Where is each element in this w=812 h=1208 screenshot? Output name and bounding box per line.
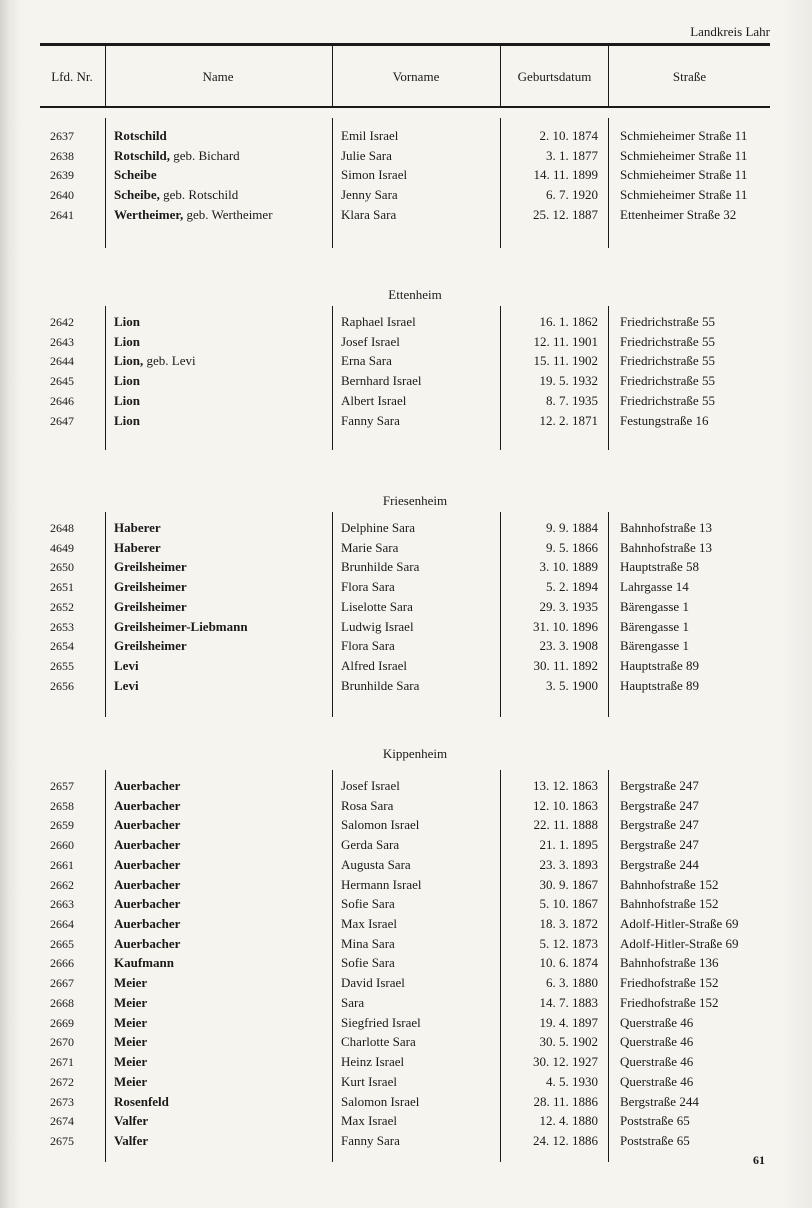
birth-name: geb. Wertheimer (183, 206, 273, 222)
surname: Meier (114, 975, 148, 991)
surname: Rotschild (114, 128, 167, 143)
cell-strasse: Poststraße 65 (620, 1132, 690, 1148)
cell-name (114, 953, 174, 973)
surname: Levi (114, 658, 139, 674)
cell-name (114, 815, 180, 835)
surname: Rosenfeld (114, 1093, 169, 1109)
cell-geburtsdatum: 3. 1. 1877 (546, 147, 598, 163)
cell-name (114, 371, 140, 391)
cell-vorname: Delphine Sara (341, 520, 416, 535)
cell-vorname: Fanny Sara (341, 1132, 400, 1148)
cell-geburtsdatum: 13. 12. 1863 (533, 778, 598, 793)
surname: Meier (114, 1073, 148, 1089)
cell-vorname: Max Israel (341, 916, 397, 932)
cell-strasse: Friedrichstraße 55 (620, 314, 715, 329)
cell-strasse: Bahnhofstraße 152 (620, 896, 719, 912)
table-row (0, 953, 812, 973)
cell-geburtsdatum: 8. 7. 1935 (546, 392, 598, 408)
cell-geburtsdatum: 6. 7. 1920 (546, 187, 598, 203)
column-header-geburtsdatum: Geburtsdatum (517, 69, 592, 84)
table-row (0, 855, 812, 875)
cell-geburtsdatum: 5. 2. 1894 (546, 579, 598, 595)
cell-nr: 2654 (50, 639, 74, 654)
cell-geburtsdatum: 19. 4. 1897 (539, 1014, 598, 1030)
surname: Lion (114, 314, 141, 329)
cell-geburtsdatum: 21. 1. 1895 (539, 837, 598, 853)
cell-geburtsdatum: 6. 3. 1880 (546, 975, 598, 991)
cell-geburtsdatum: 30. 12. 1927 (533, 1054, 598, 1070)
cell-nr: 2668 (50, 995, 74, 1010)
cell-geburtsdatum: 2. 10. 1874 (539, 128, 598, 143)
cell-geburtsdatum: 16. 1. 1862 (539, 314, 598, 329)
table-row (0, 538, 812, 558)
surname: Auerbacher (114, 837, 181, 853)
table-row (0, 1092, 812, 1112)
cell-name (114, 835, 180, 855)
surname: Auerbacher (114, 876, 181, 892)
cell-name (114, 656, 139, 676)
surname: Haberer (114, 520, 161, 535)
cell-geburtsdatum: 15. 11. 1902 (533, 353, 598, 369)
cell-vorname: Gerda Sara (341, 837, 400, 853)
cell-nr: 2660 (50, 838, 74, 853)
cell-strasse: Bergstraße 247 (620, 778, 699, 793)
table-row (0, 815, 812, 835)
surname: Greilsheimer (114, 559, 187, 575)
header-divider (500, 46, 501, 108)
cell-nr: 2648 (50, 521, 74, 535)
cell-nr: 2653 (50, 619, 74, 634)
cell-geburtsdatum: 14. 7. 1883 (539, 994, 598, 1010)
cell-name (114, 332, 140, 352)
cell-geburtsdatum: 23. 3. 1893 (539, 856, 598, 872)
cell-geburtsdatum: 12. 4. 1880 (539, 1113, 598, 1129)
cell-nr: 2639 (50, 168, 74, 183)
cell-strasse: Bahnhofstraße 136 (620, 955, 719, 971)
surname: Levi (114, 677, 139, 693)
surname: Scheibe, (114, 187, 160, 203)
cell-strasse: Querstraße 46 (620, 1073, 694, 1089)
cell-vorname: Klara Sara (341, 206, 397, 222)
cell-strasse: Hauptstraße 89 (620, 677, 700, 693)
cell-geburtsdatum: 31. 10. 1896 (533, 618, 598, 634)
cell-name (114, 617, 248, 637)
cell-nr: 4649 (50, 540, 74, 555)
surname: Auerbacher (114, 935, 181, 951)
cell-geburtsdatum: 30. 9. 1867 (539, 876, 598, 892)
cell-nr: 2664 (50, 917, 74, 932)
cell-nr: 2637 (50, 129, 74, 143)
cell-name (114, 1052, 147, 1072)
cell-name (114, 776, 180, 796)
cell-nr: 2659 (50, 818, 74, 833)
cell-geburtsdatum: 4. 5. 1930 (546, 1073, 598, 1089)
cell-geburtsdatum: 12. 2. 1871 (539, 412, 598, 428)
cell-strasse: Adolf-Hitler-Straße 69 (620, 916, 739, 932)
cell-nr: 2671 (50, 1055, 74, 1070)
cell-geburtsdatum: 30. 5. 1902 (539, 1034, 598, 1050)
cell-vorname: Salomon Israel (341, 1093, 420, 1109)
cell-strasse: Friedrichstraße 55 (620, 373, 715, 389)
cell-geburtsdatum: 29. 3. 1935 (539, 598, 598, 614)
table-row (0, 391, 812, 411)
surname: Auerbacher (114, 856, 181, 872)
cell-name (114, 1013, 147, 1033)
cell-nr: 2652 (50, 599, 74, 614)
cell-nr: 2673 (50, 1094, 74, 1109)
cell-geburtsdatum: 9. 5. 1866 (546, 539, 598, 555)
cell-name (114, 126, 167, 146)
cell-nr: 2672 (50, 1074, 74, 1089)
cell-name (114, 577, 187, 597)
cell-nr: 2670 (50, 1035, 74, 1050)
cell-strasse: Bergstraße 244 (620, 856, 699, 872)
cell-nr: 2658 (50, 798, 74, 813)
cell-nr: 2675 (50, 1133, 74, 1148)
table-row (0, 1072, 812, 1092)
cell-nr: 2642 (50, 315, 74, 329)
town-heading: Kippenheim (382, 746, 448, 761)
cell-vorname: Erna Sara (341, 353, 392, 369)
surname: Lion (114, 412, 141, 428)
cell-strasse: Querstraße 46 (620, 1034, 694, 1050)
cell-vorname: Fanny Sara (341, 412, 400, 428)
cell-name (114, 636, 187, 656)
table-row (0, 636, 812, 656)
cell-name (114, 796, 180, 816)
surname: Meier (114, 1014, 148, 1030)
cell-name (114, 855, 180, 875)
surname: Lion (114, 373, 141, 389)
cell-vorname: Josef Israel (341, 778, 400, 793)
cell-name (114, 934, 180, 954)
table-row (0, 577, 812, 597)
table-row (0, 185, 812, 205)
cell-nr: 2667 (50, 976, 74, 991)
cell-name (114, 973, 147, 993)
cell-vorname: Liselotte Sara (341, 598, 413, 614)
cell-vorname: Brunhilde Sara (341, 677, 420, 693)
cell-strasse: Schmieheimer Straße 11 (620, 187, 748, 203)
running-head: Landkreis Lahr (690, 24, 770, 39)
birth-name: geb. Levi (143, 353, 196, 369)
table-row (0, 617, 812, 637)
cell-nr: 2656 (50, 678, 74, 693)
cell-name (114, 185, 238, 205)
cell-strasse: Bärengasse 1 (620, 638, 689, 654)
table-row (0, 165, 812, 185)
cell-strasse: Querstraße 46 (620, 1014, 694, 1030)
cell-geburtsdatum: 10. 6. 1874 (539, 955, 598, 971)
table-row (0, 914, 812, 934)
cell-strasse: Querstraße 46 (620, 1054, 694, 1070)
table-row (0, 332, 812, 352)
cell-strasse: Adolf-Hitler-Straße 69 (620, 935, 739, 951)
cell-name (114, 165, 157, 185)
cell-geburtsdatum: 3. 10. 1889 (539, 559, 598, 575)
surname: Lion, (114, 353, 144, 369)
cell-vorname: David Israel (341, 975, 405, 991)
table-row (0, 993, 812, 1013)
town-heading: Ettenheim (388, 287, 442, 302)
cell-vorname: Flora Sara (341, 579, 395, 595)
cell-name (114, 1131, 148, 1151)
cell-strasse: Lahrgasse 14 (620, 579, 689, 595)
cell-strasse: Poststraße 65 (620, 1113, 690, 1129)
cell-name (114, 518, 161, 538)
cell-name (114, 411, 140, 431)
cell-vorname: Siegfried Israel (341, 1014, 421, 1030)
cell-vorname: Rosa Sara (341, 797, 394, 813)
surname: Auerbacher (114, 896, 181, 912)
table-row (0, 875, 812, 895)
cell-vorname: Albert Israel (341, 392, 407, 408)
cell-vorname: Hermann Israel (341, 876, 422, 892)
table-row (0, 1013, 812, 1033)
cell-strasse: Bahnhofstraße 13 (620, 539, 713, 555)
cell-nr: 2669 (50, 1015, 74, 1030)
cell-name (114, 312, 140, 332)
table-row (0, 1032, 812, 1052)
cell-geburtsdatum: 5. 12. 1873 (539, 935, 598, 951)
surname: Greilsheimer-Liebmann (114, 618, 248, 634)
table-row (0, 1052, 812, 1072)
cell-strasse: Friedrichstraße 55 (620, 333, 715, 349)
cell-nr: 2650 (50, 560, 74, 575)
cell-vorname: Heinz Israel (341, 1054, 405, 1070)
cell-strasse: Bergstraße 247 (620, 837, 699, 853)
cell-nr: 2657 (50, 779, 74, 793)
table-row (0, 1131, 812, 1151)
cell-strasse: Hauptstraße 89 (620, 658, 700, 674)
table-row (0, 312, 812, 332)
cell-name (114, 914, 180, 934)
cell-strasse: Bergstraße 247 (620, 817, 699, 833)
surname: Valfer (114, 1113, 149, 1129)
cell-nr: 2646 (50, 393, 74, 408)
surname: Valfer (114, 1132, 149, 1148)
cell-strasse: Hauptstraße 58 (620, 559, 700, 575)
cell-geburtsdatum: 9. 9. 1884 (546, 520, 598, 535)
cell-strasse: Bergstraße 244 (620, 1093, 699, 1109)
cell-vorname: Simon Israel (341, 167, 408, 183)
cell-nr: 2644 (50, 354, 74, 369)
cell-strasse: Bärengasse 1 (620, 618, 689, 634)
birth-name: geb. Rotschild (159, 187, 239, 203)
surname: Meier (114, 1054, 148, 1070)
cell-nr: 2647 (50, 413, 74, 428)
cell-name (114, 676, 139, 696)
cell-vorname: Ludwig Israel (341, 618, 414, 634)
cell-name (114, 146, 240, 166)
cell-strasse: Friedrichstraße 55 (620, 392, 715, 408)
cell-geburtsdatum: 22. 11. 1888 (533, 817, 598, 833)
table-row (0, 126, 812, 146)
header-divider (332, 46, 333, 108)
table-row (0, 776, 812, 796)
cell-strasse: Bergstraße 247 (620, 797, 699, 813)
cell-strasse: Bärengasse 1 (620, 598, 689, 614)
cell-geburtsdatum: 19. 5. 1932 (539, 373, 598, 389)
cell-name (114, 205, 273, 225)
cell-name (114, 351, 196, 371)
table-row (0, 973, 812, 993)
town-heading: Friesenheim (382, 493, 448, 508)
surname: Auerbacher (114, 797, 181, 813)
surname: Meier (114, 994, 148, 1010)
cell-geburtsdatum: 30. 11. 1892 (533, 658, 598, 674)
cell-nr: 2665 (50, 936, 74, 951)
cell-vorname: Josef Israel (341, 333, 400, 349)
cell-vorname: Mina Sara (341, 935, 395, 951)
cell-name (114, 1032, 147, 1052)
column-header-name: Name (202, 69, 234, 84)
cell-name (114, 391, 140, 411)
surname: Wertheimer, (114, 206, 184, 222)
cell-vorname: Kurt Israel (341, 1073, 397, 1089)
cell-geburtsdatum: 3. 5. 1900 (546, 677, 598, 693)
cell-nr: 2655 (50, 659, 74, 674)
column-header-nr: Lfd. Nr. (51, 69, 93, 84)
surname: Haberer (114, 539, 161, 555)
surname: Auerbacher (114, 817, 181, 833)
cell-vorname: Raphael Israel (341, 314, 416, 329)
table-row (0, 518, 812, 538)
cell-vorname: Sofie Sara (341, 955, 395, 971)
header-divider (608, 46, 609, 108)
surname: Lion (114, 333, 141, 349)
page-number: 61 (753, 1153, 765, 1167)
table-row (0, 796, 812, 816)
cell-nr: 2638 (50, 148, 74, 163)
cell-geburtsdatum: 23. 3. 1908 (539, 638, 598, 654)
cell-geburtsdatum: 14. 11. 1899 (533, 167, 598, 183)
cell-geburtsdatum: 12. 11. 1901 (533, 333, 598, 349)
cell-nr: 2661 (50, 857, 74, 872)
cell-name (114, 875, 180, 895)
cell-vorname: Sofie Sara (341, 896, 395, 912)
cell-geburtsdatum: 25. 12. 1887 (533, 206, 598, 222)
cell-strasse: Friedrichstraße 55 (620, 353, 715, 369)
cell-vorname: Flora Sara (341, 638, 395, 654)
cell-strasse: Schmieheimer Straße 11 (620, 128, 748, 143)
cell-name (114, 1092, 169, 1112)
surname: Greilsheimer (114, 638, 187, 654)
cell-strasse: Ettenheimer Straße 32 (620, 206, 737, 222)
cell-vorname: Jenny Sara (341, 187, 398, 203)
cell-vorname: Charlotte Sara (341, 1034, 416, 1050)
cell-vorname: Bernhard Israel (341, 373, 422, 389)
table-row (0, 597, 812, 617)
cell-strasse: Schmieheimer Straße 11 (620, 167, 748, 183)
surname: Meier (114, 1034, 148, 1050)
table-row (0, 205, 812, 225)
surname: Kaufmann (114, 955, 174, 971)
surname: Rotschild, (114, 147, 170, 163)
table-row (0, 934, 812, 954)
cell-geburtsdatum: 18. 3. 1872 (539, 916, 598, 932)
cell-geburtsdatum: 5. 10. 1867 (539, 896, 598, 912)
cell-vorname: Sara (341, 994, 365, 1010)
table-row (0, 1111, 812, 1131)
cell-strasse: Bahnhofstraße 13 (620, 520, 713, 535)
table-row (0, 351, 812, 371)
cell-vorname: Marie Sara (341, 539, 399, 555)
table-header-rule (40, 106, 770, 108)
cell-vorname: Brunhilde Sara (341, 559, 420, 575)
table-row (0, 557, 812, 577)
table-row (0, 411, 812, 431)
cell-name (114, 894, 180, 914)
cell-name (114, 538, 161, 558)
cell-name (114, 993, 147, 1013)
cell-strasse: Schmieheimer Straße 11 (620, 147, 748, 163)
cell-name (114, 557, 187, 577)
cell-vorname: Augusta Sara (341, 856, 411, 872)
surname: Auerbacher (114, 916, 181, 932)
surname: Lion (114, 392, 141, 408)
table-row (0, 894, 812, 914)
table-row (0, 835, 812, 855)
cell-nr: 2666 (50, 956, 74, 971)
table-row (0, 371, 812, 391)
cell-name (114, 1111, 148, 1131)
cell-nr: 2643 (50, 334, 74, 349)
cell-strasse: Friedhofstraße 152 (620, 975, 719, 991)
surname: Greilsheimer (114, 598, 187, 614)
cell-vorname: Max Israel (341, 1113, 397, 1129)
table-row (0, 146, 812, 166)
cell-name (114, 597, 187, 617)
cell-nr: 2645 (50, 374, 74, 389)
cell-nr: 2662 (50, 877, 74, 892)
surname: Greilsheimer (114, 579, 187, 595)
cell-nr: 2641 (50, 207, 74, 222)
cell-vorname: Julie Sara (341, 147, 392, 163)
cell-nr: 2663 (50, 897, 74, 912)
cell-vorname: Emil Israel (341, 128, 399, 143)
surname: Auerbacher (114, 778, 181, 793)
column-header-vorname: Vorname (392, 69, 440, 84)
table-row (0, 676, 812, 696)
cell-strasse: Festungstraße 16 (620, 412, 709, 428)
cell-geburtsdatum: 28. 11. 1886 (533, 1093, 598, 1109)
cell-strasse: Bahnhofstraße 152 (620, 876, 719, 892)
cell-name (114, 1072, 147, 1092)
cell-vorname: Alfred Israel (341, 658, 408, 674)
cell-strasse: Friedhofstraße 152 (620, 994, 719, 1010)
surname: Scheibe (114, 167, 157, 183)
table-row (0, 656, 812, 676)
cell-nr: 2640 (50, 188, 74, 203)
cell-geburtsdatum: 12. 10. 1863 (533, 797, 598, 813)
cell-nr: 2674 (50, 1114, 74, 1129)
header-divider (105, 46, 106, 108)
cell-nr: 2651 (50, 580, 74, 595)
birth-name: geb. Bichard (169, 147, 240, 163)
column-header-strasse: Straße (672, 69, 707, 84)
table-top-rule (40, 43, 770, 46)
cell-geburtsdatum: 24. 12. 1886 (533, 1132, 598, 1148)
cell-vorname: Salomon Israel (341, 817, 420, 833)
